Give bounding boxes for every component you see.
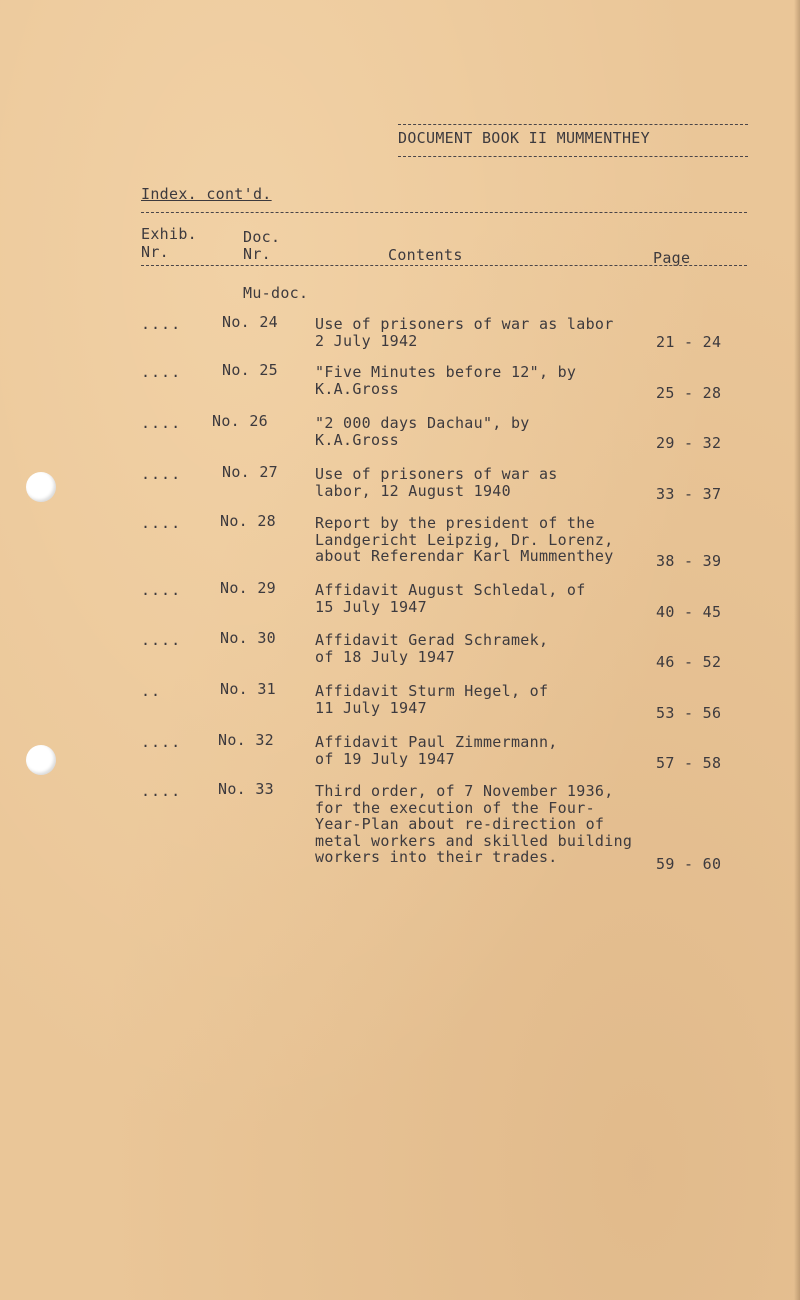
entry-contents-line: Affidavit Sturm Hegel, of [315, 682, 549, 700]
entry-doc-number: No. 33 [218, 780, 274, 798]
column-header-doc-line2: Nr. [243, 245, 271, 263]
column-header-doc-line1: Doc. [243, 228, 281, 246]
entry-exhibit-dots: .... [141, 363, 182, 381]
entry-contents-line: workers into their trades. [315, 848, 558, 866]
document-title: DOCUMENT BOOK II MUMMENTHEY [398, 129, 650, 147]
entry-contents-line: Use of prisoners of war as labor [315, 315, 614, 333]
entry-exhibit-dots: .... [141, 733, 182, 751]
entry-contents-line: of 19 July 1947 [315, 749, 455, 768]
entry-pages: 33 - 37 [656, 485, 722, 503]
index-heading: Index. cont'd. [141, 185, 272, 203]
header-rule-bottom [398, 156, 748, 157]
entry-contents-line: Year-Plan about re-direction of [315, 815, 605, 833]
entry-doc-number: No. 31 [220, 680, 276, 698]
entry-contents-line: Landgericht Leipzig, Dr. Lorenz, [315, 530, 614, 549]
entry-exhibit-dots: .... [141, 514, 182, 532]
entry-pages: 21 - 24 [656, 333, 722, 351]
entry-contents-line: Third order, of 7 November 1936, [315, 782, 614, 800]
entry-pages: 59 - 60 [656, 855, 722, 873]
entry-contents-line: Use of prisoners of war as [315, 465, 558, 483]
entry-exhibit-dots: .... [141, 581, 182, 599]
entry-pages: 46 - 52 [656, 653, 722, 671]
entry-contents-line: 15 July 1947 [315, 597, 427, 616]
column-header-exhibit-line2: Nr. [141, 243, 169, 261]
entry-pages: 53 - 56 [656, 704, 722, 722]
entry-doc-number: No. 30 [220, 629, 276, 647]
entry-contents-line: 2 July 1942 [315, 331, 418, 350]
entry-contents-line: Affidavit August Schledal, of [315, 581, 586, 599]
entry-pages: 25 - 28 [656, 384, 722, 402]
column-header-rule [141, 265, 747, 266]
entry-contents-line: K.A.Gross [315, 430, 399, 449]
entry-exhibit-dots: .... [141, 414, 182, 432]
entry-contents-line: Report by the president of the [315, 514, 595, 532]
entry-doc-number: No. 26 [212, 412, 268, 430]
entry-pages: 40 - 45 [656, 603, 722, 621]
entry-doc-number: No. 28 [220, 512, 276, 530]
entry-doc-number: No. 24 [222, 313, 278, 331]
entry-contents-line: about Referendar Karl Mummenthey [315, 547, 614, 565]
entry-doc-number: No. 29 [220, 579, 276, 597]
entry-exhibit-dots: .... [141, 631, 182, 649]
entry-pages: 29 - 32 [656, 434, 722, 452]
entry-doc-number: No. 27 [222, 463, 278, 481]
entry-doc-number: No. 25 [222, 361, 278, 379]
column-header-exhibit-line1: Exhib. [141, 225, 197, 243]
entry-contents-line: Affidavit Gerad Schramek, [315, 631, 549, 649]
entry-exhibit-dots: .. [141, 682, 162, 700]
entry-doc-number: No. 32 [218, 731, 274, 749]
entry-contents-line: for the execution of the Four- [315, 798, 595, 817]
column-header-contents: Contents [388, 246, 463, 264]
entry-pages: 38 - 39 [656, 552, 722, 570]
entry-exhibit-dots: .... [141, 782, 182, 800]
entry-contents-line: K.A.Gross [315, 379, 399, 398]
column-header-page: Page [653, 249, 691, 267]
punch-hole-bottom [26, 745, 56, 775]
entry-contents-line: labor, 12 August 1940 [315, 481, 511, 500]
header-rule-top [398, 124, 748, 125]
punch-hole-top [26, 472, 56, 502]
entry-exhibit-dots: .... [141, 315, 182, 333]
section-label: Mu-doc. [243, 284, 309, 302]
entry-contents-line: "2 000 days Dachau", by [315, 414, 530, 432]
entry-pages: 57 - 58 [656, 754, 722, 772]
entry-exhibit-dots: .... [141, 465, 182, 483]
index-heading-rule [141, 212, 747, 213]
entry-contents-line: Affidavit Paul Zimmermann, [315, 733, 558, 751]
entry-contents-line: 11 July 1947 [315, 698, 427, 717]
entry-contents-line: of 18 July 1947 [315, 647, 455, 666]
entry-contents-line: "Five Minutes before 12", by [315, 363, 577, 381]
entry-contents-line: metal workers and skilled building [315, 831, 633, 850]
